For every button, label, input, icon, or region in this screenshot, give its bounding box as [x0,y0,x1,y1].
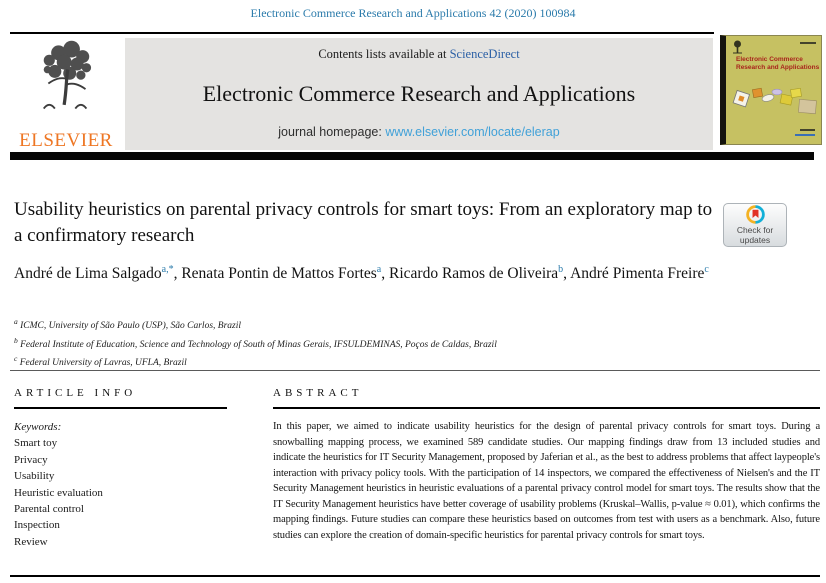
author-affil-sup: b [558,264,564,275]
keyword: Parental control [14,503,84,516]
homepage-link[interactable]: www.elsevier.com/locate/elerap [385,125,560,139]
keyword: Review [14,535,48,548]
masthead-bottom-bar [10,152,814,160]
cover-issn-mark [800,42,816,44]
affiliation-sup: a [14,317,18,326]
affiliation-text: ICMC, University of São Paulo (USP), São Carlos, Brazil [20,321,241,332]
author-name: Renata Pontin de Mattos Fortes [181,265,377,283]
affiliation [14,315,754,334]
journal-citation: Electronic Commerce Research and Applications 42 (2020) 100984 [250,6,576,20]
author-separator: , [173,265,178,283]
elsevier-wordmark: ELSEVIER [19,130,113,151]
keyword: Privacy [14,453,48,466]
author-name: André de Lima Salgado [14,265,162,283]
journal-masthead [125,38,713,150]
abstract-text: In this paper, we aimed to indicate usability heuristics for the design of parental privacy controls for smart toys. During a snowballing mapping process, we examined 589 candidate studies. Our mapping findings draw from 13 included studies and indicate the heuristics for IT Security Management, proposed by Jaferian et al., as the best to address problems that affect laypeople's interaction with privacy policy tools. With the participation of 14 inspectors, we compared the effectiveness of Nielsen's and the IT Security Management heuristics in heuristic evaluations of a parental privacy control model for smart toys. The results show that the IT Security Management heuristics have better coverage of usability problems (Kruskal–Wallis, p-value ≈ 0.01), which confirms the mapping findings. Future studies can compare these heuristics based on outcomes from test with users as a benchmark. Also, future studies can explore the creation of domain-specific heuristics for parental privacy controls for smart toys. [273,421,820,541]
author-separator: , [563,265,568,283]
author [181,265,385,282]
cover-footer-link-mark [795,134,815,136]
abstract-heading: ABSTRACT [273,387,363,399]
keyword: Usability [14,470,55,483]
keyword: Heuristic evaluation [14,486,103,499]
cover-mini-tree-icon [732,40,743,55]
homepage-prefix: journal homepage: [278,125,386,139]
affiliation-list [14,315,754,371]
article-title: Usability heuristics on parental privacy controls for smart toys: From an exploratory map to a confirmatory research [14,199,713,246]
affiliation [14,352,754,371]
author-name: Ricardo Ramos de Oliveira [389,265,559,283]
article-info-section [14,387,227,550]
page-bottom-rule [10,575,820,577]
affiliation-sup: c [14,354,18,364]
contents-line [318,47,519,62]
author-separator: , [381,265,386,283]
check-updates-label: Check for updates [736,225,774,245]
masthead-top-rule [10,32,714,34]
author [14,265,177,282]
author-affil-sup: a [376,264,382,275]
author-affil-sup: a,* [161,264,174,275]
affiliation-text: Federal University of Lavras, UFLA, Brazil [19,358,187,369]
cover-artwork [728,76,822,124]
keywords-label: Keywords: [14,421,62,433]
cover-journal-title: Electronic Commerce Research and Applications [736,56,820,72]
author-name: André Pimenta Freire [570,265,705,283]
author-affil-sup: c [704,264,709,275]
check-updates-badge[interactable] [723,203,787,247]
cover-footer-mark [800,129,815,131]
affiliation [14,334,754,353]
section-divider-rule [10,370,820,371]
keyword: Inspection [14,519,60,532]
author [389,265,567,282]
crossmark-icon [745,204,766,225]
contents-prefix: Contents lists available at [318,47,450,61]
affiliation-sup: b [14,335,18,345]
article-info-heading: ARTICLE INFO [14,387,137,399]
journal-cover-thumbnail [720,35,822,145]
elsevier-logo [12,38,120,150]
abstract-rule [273,407,820,409]
elsevier-tree-icon [33,38,99,116]
affiliation-text: Federal Institute of Education, Science and Technology of South of Minas Gerais, IFSULDEMINAS, Poços de Caldas, Brazil [20,339,497,350]
keyword: Smart toy [14,437,58,450]
author-list [14,259,728,285]
abstract-section [273,387,820,543]
sciencedirect-link[interactable]: ScienceDirect [449,47,520,61]
article-info-rule [14,407,227,409]
homepage-line [278,125,559,139]
journal-title: Electronic Commerce Research and Applications [202,80,636,106]
author [570,265,709,282]
